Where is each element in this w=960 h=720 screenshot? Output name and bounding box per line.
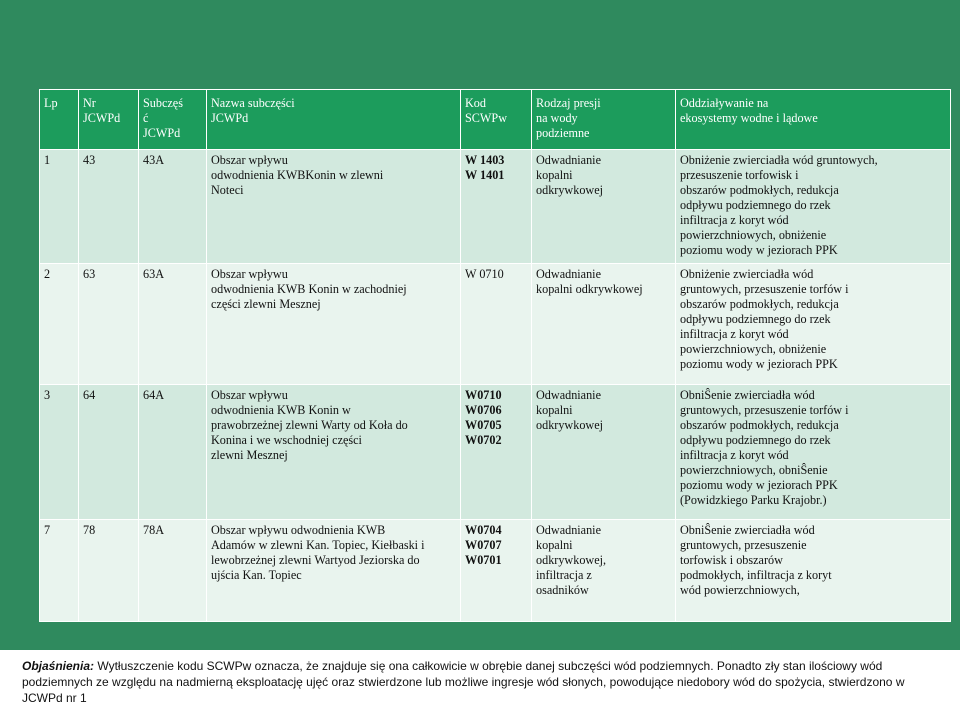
cell-sub: 63A [139,264,207,385]
cell-lp: 2 [39,264,79,385]
cell-lp: 1 [39,150,79,264]
cell-lp: 3 [39,385,79,520]
cell-nr: 43 [79,150,139,264]
cell-nr: 64 [79,385,139,520]
table-row [39,150,951,264]
cell-nr: 78 [79,520,139,622]
header-nazwa: Nazwa subczęści JCWPd [207,89,461,150]
cell-oddzialywanie: Obniżenie zwierciadła wód gruntowych, przesuszenie torfów i obszarów podmokłych, redukcja odpływu podziemnego do rzek infiltracja z koryt wód powierzchniowych, obniżenie poziomu wody w jeziorach PPK [676,264,951,385]
cell-oddzialywanie: ObniŜenie zwierciadła wód gruntowych, przesuszenie torfowisk i obszarów podmokłych, infiltracja z koryt wód powierzchniowych, [676,520,951,622]
header-subczesc: Subczęś ć JCWPd [139,89,207,150]
table-row [39,264,951,385]
cell-sub: 43A [139,150,207,264]
cell-rodzaj: Odwadnianie kopalni odkrywkowej [532,150,676,264]
header-oddzialywanie: Oddziaływanie na ekosystemy wodne i lądowe [676,89,951,150]
pressure-table-container [39,89,951,622]
cell-kod: W0710 W0706 W0705 W0702 [461,385,532,520]
cell-nazwa: Obszar wpływu odwodnienia KWB Konin w prawobrzeżnej zlewni Warty od Koła do Konina i we wschodniej części zlewni Mesznej [207,385,461,520]
cell-nazwa: Obszar wpływu odwodnienia KWB Konin w zachodniej części zlewni Mesznej [207,264,461,385]
explanation-text: Wytłuszczenie kodu SCWPw oznacza, że znajduje się ona całkowicie w obrębie danej subczęści wód podziemnych. Ponadto zły stan ilościowy wód podziemnych ze względu na nadmierną eksploatację ujęć oraz stwierdzone lub możliwe ingresje wód słonych, powodujące niedobory wód do spożycia, stwierdzono w JCWPd nr 1 [22,659,905,705]
cell-kod: W0704 W0707 W0701 [461,520,532,622]
table-row [39,520,951,622]
cell-nr: 63 [79,264,139,385]
cell-sub: 78A [139,520,207,622]
cell-sub: 64A [139,385,207,520]
explanation-label: Objaśnienia: [22,659,95,673]
header-kod: Kod SCWPw [461,89,532,150]
cell-nazwa: Obszar wpływu odwodnienia KWB Adamów w zlewni Kan. Topiec, Kiełbaski i lewobrzeżnej zlewni Wartyod Jeziorska do ujścia Kan. Topiec [207,520,461,622]
cell-kod: W 0710 [461,264,532,385]
header-lp: Lp [39,89,79,150]
header-row [39,89,951,150]
cell-rodzaj: Odwadnianie kopalni odkrywkowej [532,264,676,385]
cell-lp: 7 [39,520,79,622]
table-row [39,385,951,520]
explanation-note [0,650,960,720]
cell-kod: W 1403 W 1401 [461,150,532,264]
cell-oddzialywanie: Obniżenie zwierciadła wód gruntowych, przesuszenie torfowisk i obszarów podmokłych, redukcja odpływu podziemnego do rzek infiltracja z koryt wód powierzchniowych, obniżenie poziomu wody w jeziorach PPK [676,150,951,264]
header-rodzaj: Rodzaj presji na wody podziemne [532,89,676,150]
cell-oddzialywanie: ObniŜenie zwierciadła wód gruntowych, przesuszenie torfów i obszarów podmokłych, redukcja odpływu podziemnego do rzek infiltracja z koryt wód powierzchniowych, obniŜenie poziomu wody w jeziorach PPK (Powidzkiego Parku Krajobr.) [676,385,951,520]
cell-rodzaj: Odwadnianie kopalni odkrywkowej, infiltracja z osadników [532,520,676,622]
header-nr: Nr JCWPd [79,89,139,150]
cell-rodzaj: Odwadnianie kopalni odkrywkowej [532,385,676,520]
pressure-table [39,89,951,622]
cell-nazwa: Obszar wpływu odwodnienia KWBKonin w zlewni Noteci [207,150,461,264]
